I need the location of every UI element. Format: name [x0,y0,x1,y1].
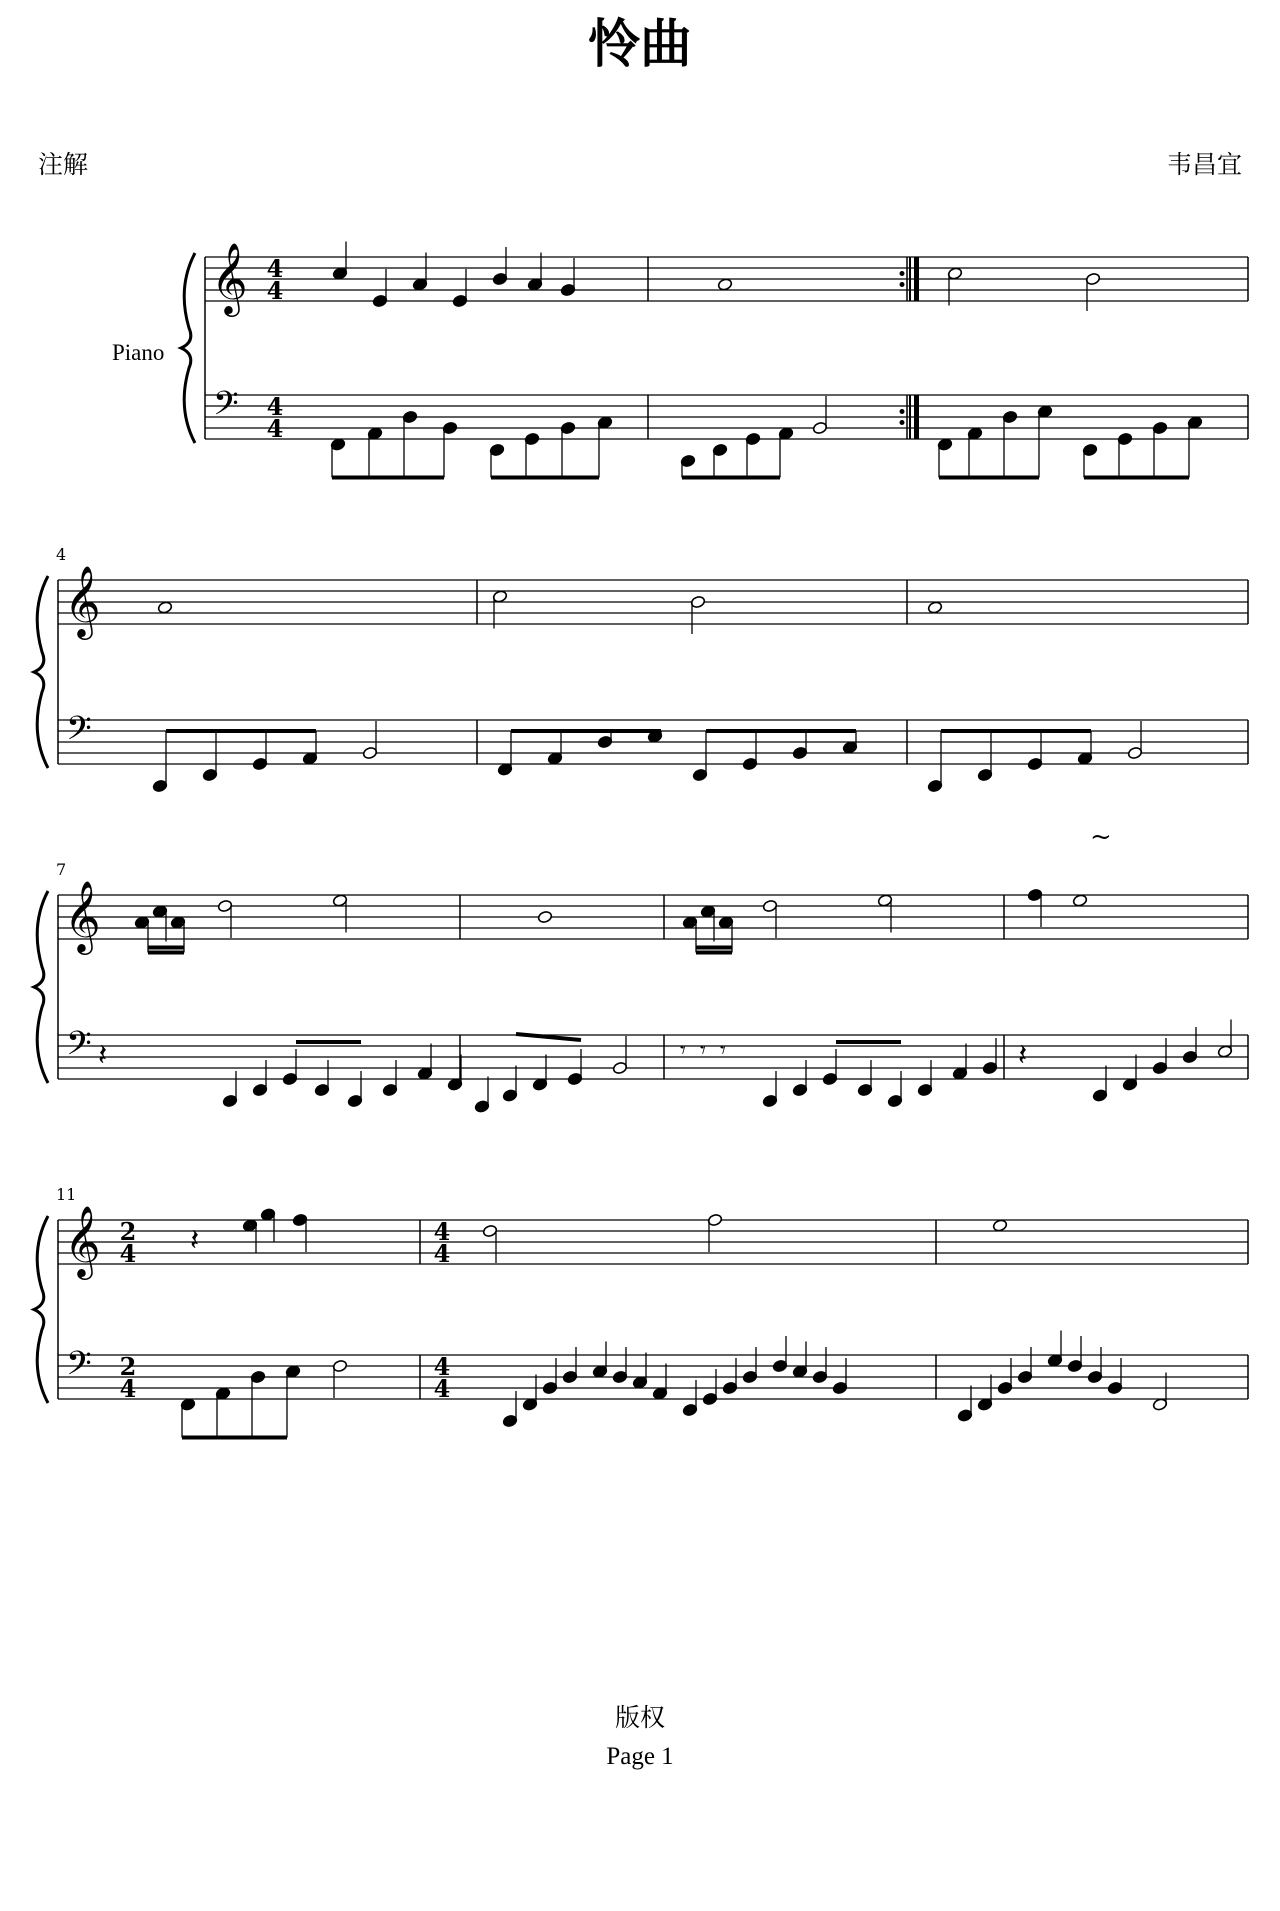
measure-number: 11 [56,1185,77,1204]
instrument-label: Piano [112,340,165,365]
page-number: Page 1 [606,1743,674,1770]
treble-time-signature-top: 4 [266,254,284,283]
repeat-barline-thick [914,395,919,439]
eighth-rest: 𝄾 [680,1038,686,1064]
whole-note [157,601,172,614]
repeat-dot [900,282,905,287]
quarter-rest: 𝄽 [190,1223,200,1258]
bass-clef: 𝄢 [66,1345,92,1391]
copyright-label: 版权 [614,1703,665,1732]
whole-note [1072,894,1087,907]
treble-clef: 𝄞 [64,564,101,637]
whole-note [717,278,732,291]
ornament-mark: ~ [1090,822,1112,852]
treble-time-signature-bottom: 4 [266,276,284,305]
bass-time-signature-bottom: 4 [119,1374,137,1403]
eighth-rest: 𝄾 [720,1038,726,1064]
bass-time-signature-top: 4 [266,392,284,421]
whole-note [992,1219,1007,1232]
repeat-dot [900,271,905,276]
measure-number: 7 [56,860,67,879]
bass-time-signature-top: 4 [433,1352,451,1381]
eighth-rest: 𝄾 [700,1038,706,1064]
whole-note [927,601,942,614]
treble-time-signature-bottom: 4 [433,1239,451,1268]
repeat-barline-thick [914,257,919,301]
bass-clef: 𝄢 [66,1025,92,1071]
repeat-dot [900,420,905,425]
annotation-label: 注解 [38,150,89,179]
grand-staff-brace [34,891,48,1083]
grand-staff-brace [181,253,195,443]
treble-clef: 𝄞 [211,241,248,314]
bass-time-signature-bottom: 4 [433,1374,451,1403]
bass-time-signature-bottom: 4 [266,414,284,443]
bass-clef: 𝄢 [213,385,239,431]
treble-clef: 𝄞 [64,879,101,952]
bass-clef: 𝄢 [66,710,92,756]
treble-time-signature-bottom: 4 [119,1239,137,1268]
composer-name: 韦昌宜 [1166,150,1242,179]
grand-staff-brace [34,1216,48,1403]
grand-staff-brace [34,576,48,768]
treble-clef: 𝄞 [64,1204,101,1277]
quarter-rest: 𝄽 [1018,1038,1028,1073]
treble-time-signature-top: 4 [433,1217,451,1246]
repeat-dot [900,409,905,414]
notes [134,242,1232,1438]
bass-time-signature-top: 2 [119,1352,137,1381]
score-title: 怜曲 [587,15,692,75]
whole-note [537,910,552,923]
quarter-rest: 𝄽 [98,1038,108,1073]
measure-number: 4 [56,545,67,564]
treble-time-signature-top: 2 [119,1217,137,1246]
score-text [56,241,1112,1403]
